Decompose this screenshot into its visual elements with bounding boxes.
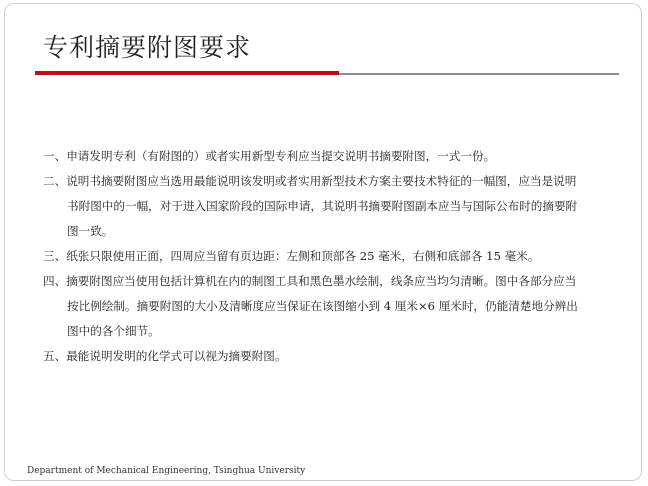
requirement-2 — [43, 169, 615, 244]
requirements-list — [43, 144, 615, 369]
footer-institution: Department of Mechanical Engineering, Tsinghua University — [27, 466, 306, 476]
slide-title: 专利摘要附图要求 — [43, 33, 252, 62]
requirement-1-line-1: 一、申请发明专利（有附图的）或者实用新型专利应当提交说明书摘要附图，一式一份。 — [43, 149, 496, 163]
requirement-2-line-3: 图一致。 — [67, 224, 114, 238]
requirement-4-line-1: 四、摘要附图应当使用包括计算机在内的制图工具和黑色墨水绘制，线条应当均匀清晰。图中各部分应当 — [43, 274, 577, 288]
title-underline-red — [35, 71, 339, 75]
requirement-3-line-1: 三、纸张只限使用正面，四周应当留有页边距：左侧和顶部各 25 毫米，右侧和底部各 15 毫米。 — [43, 249, 540, 263]
requirement-5-line-1: 五、最能说明发明的化学式可以视为摘要附图。 — [43, 349, 287, 363]
requirement-3 — [43, 244, 615, 269]
requirement-4 — [43, 269, 615, 344]
requirement-4-line-3: 图中的各个细节。 — [67, 324, 160, 338]
requirement-2-line-2: 书附图中的一幅，对于进入国家阶段的国际申请，其说明书摘要附图副本应当与国际公布时的摘要附 — [67, 199, 578, 213]
requirement-2-line-1: 二、说明书摘要附图应当选用最能说明该发明或者实用新型技术方案主要技术特征的一幅图，应当是说明 — [43, 174, 577, 188]
requirement-5 — [43, 344, 615, 369]
title-underline-gray — [339, 73, 619, 75]
requirement-1 — [43, 144, 615, 169]
requirement-4-line-2: 按比例绘制。摘要附图的大小及清晰度应当保证在该图缩小到 4 厘米×6 厘米时，仍能清楚地分辨出 — [67, 299, 578, 313]
slide-frame — [4, 3, 642, 481]
